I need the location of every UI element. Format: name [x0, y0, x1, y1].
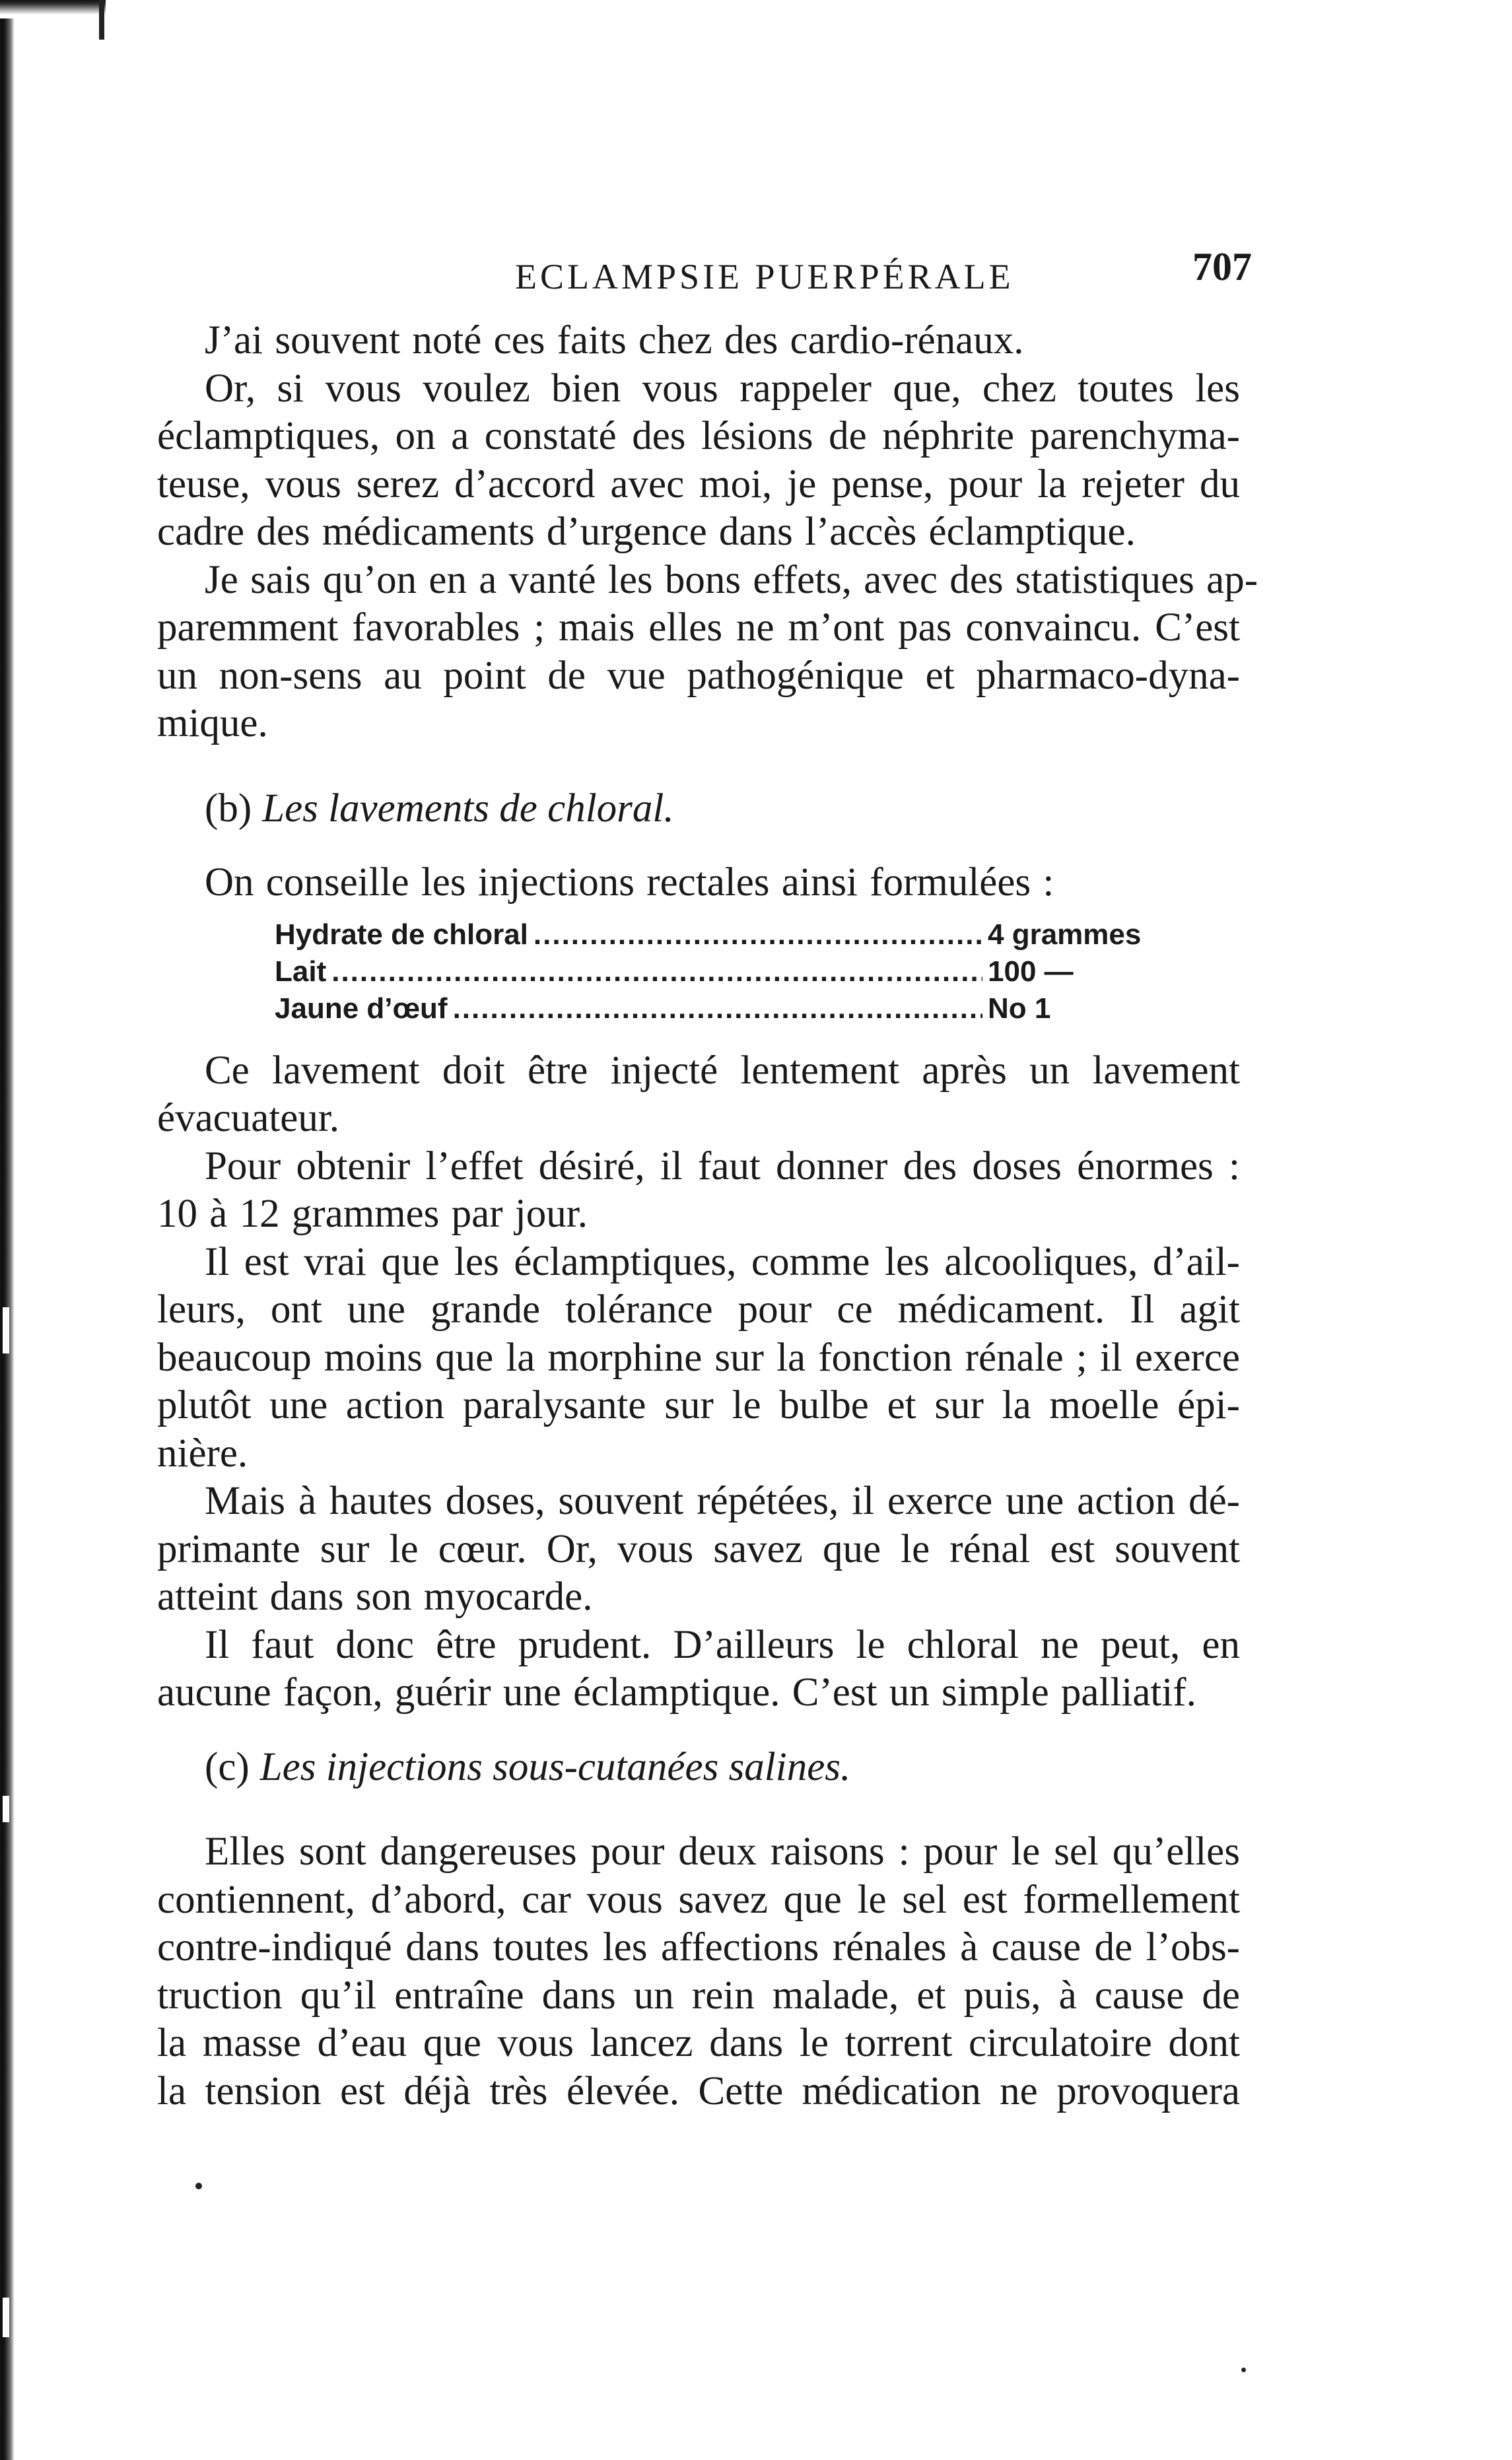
text-line: 10 à 12 grammes par jour. [157, 1192, 588, 1236]
text-line: Pour obtenir l’effet désiré, il faut donner des doses énormes : [205, 1144, 1240, 1188]
section-title: Les lavements de chloral. [262, 786, 674, 831]
text-line: paremment favorables ; mais elles ne m’ont pas convaincu. C’est [157, 605, 1240, 650]
page-number: 707 [1192, 245, 1252, 289]
text-line: J’ai souvent noté ces faits chez des cardio-rénaux. [205, 318, 1024, 362]
text-line: Ce lavement doit être injecté lentement après un lavement [205, 1048, 1240, 1093]
text-line: Or, si vous voulez bien vous rappeler que, chez toutes les [205, 366, 1240, 411]
section-title: Les injections sous-cutanées salines. [259, 1744, 851, 1789]
text-line: Il faut donc être prudent. D’ailleurs le chloral ne peut, en [205, 1622, 1240, 1667]
paragraphs-top [157, 317, 1258, 748]
text-line: Elles sont dangereuses pour deux raisons : pour le sel qu’elles [205, 1829, 1240, 1874]
section-heading-b [157, 785, 1240, 833]
paragraphs-bottom [157, 1828, 1240, 2115]
formula-quantity: 100 — [988, 955, 1074, 988]
text-line: évacuateur. [157, 1096, 340, 1140]
text-line: Mais à hautes doses, souvent répétées, il exerce une action dé- [205, 1479, 1240, 1523]
formula-ingredient: Lait [275, 955, 327, 988]
section-label: (c) [205, 1744, 250, 1789]
spacer [157, 833, 1240, 859]
page-binding-edge [0, 0, 15, 2460]
spacer [157, 1791, 1240, 1828]
text-line: atteint dans son myocarde. [157, 1575, 593, 1619]
formula-intro: On conseille les injections rectales ainsi formulées : [205, 860, 1054, 905]
binding-edge-gap [3, 2298, 9, 2337]
spacer [157, 1717, 1240, 1744]
ink-speck [195, 2183, 202, 2189]
text-line: plutôt une action paralysante sur le bulbe et sur la moelle épi- [157, 1383, 1240, 1427]
text-line: mique. [157, 701, 268, 745]
formula-row [275, 953, 1153, 990]
text-line: un non-sens au point de vue pathogénique et pharmaco-dyna- [157, 653, 1240, 698]
text-line: truction qu’il entraîne dans un rein malade, et puis, à cause de [157, 1973, 1240, 2018]
text-line: contiennent, d’abord, car vous savez que le sel est formellement [157, 1877, 1240, 1922]
text-line: la tension est déjà très élevée. Cette médication ne provoquera [157, 2068, 1240, 2113]
body-text [157, 317, 1258, 2115]
formula-row [275, 990, 1153, 1027]
formula-ingredient: Jaune d’œuf [275, 992, 448, 1025]
formula-ingredient: Hydrate de chloral [275, 918, 528, 951]
text-line: éclamptiques, on a constaté des lésions de néphrite parenchyma- [157, 414, 1240, 458]
spacer [157, 748, 1240, 785]
formula-leader-dots [331, 953, 982, 990]
formula-table [275, 916, 1153, 1027]
running-head: ECLAMPSIE PUERPÉRALE [515, 257, 1014, 296]
binding-edge-gap [3, 1796, 9, 1822]
text-line: teuse, vous serez d’accord avec moi, je pense, pour la rejeter du [157, 461, 1240, 506]
text-line: nière. [157, 1431, 248, 1476]
formula-quantity: 4 grammes [988, 918, 1142, 951]
formula-leader-dots [453, 990, 982, 1027]
text-line: contre-indiqué dans toutes les affections rénales à cause de l’obs- [157, 1925, 1240, 1969]
paragraphs-middle [157, 1047, 1240, 1717]
formula-leader-dots [533, 916, 982, 953]
text-line: aucune façon, guérir une éclamptique. C’est un simple palliatif. [157, 1670, 1196, 1715]
text-line: la masse d’eau que vous lancez dans le torrent circulatoire dont [157, 2021, 1240, 2065]
text-line: beaucoup moins que la morphine sur la fonction rénale ; il exerce [157, 1335, 1240, 1380]
text-line: leurs, ont une grande tolérance pour ce médicament. Il agit [157, 1287, 1240, 1332]
binding-edge-gap [3, 1307, 9, 1353]
section-label: (b) [205, 786, 252, 831]
formula-row [275, 916, 1153, 953]
ink-speck [1241, 2368, 1246, 2372]
scan-corner-mark [0, 0, 106, 18]
text-line: Il est vrai que les éclamptiques, comme les alcooliques, d’ail- [205, 1239, 1240, 1284]
text-line: Je sais qu’on en a vanté les bons effets, avec des statistiques ap- [205, 557, 1258, 602]
formula-quantity: No 1 [988, 992, 1051, 1025]
text-line: primante sur le cœur. Or, vous savez que le rénal est souvent [157, 1526, 1240, 1571]
scan-corner-tick [99, 0, 104, 40]
text-line: cadre des médicaments d’urgence dans l’accès éclamptique. [157, 510, 1136, 554]
section-heading-c [157, 1744, 1240, 1792]
